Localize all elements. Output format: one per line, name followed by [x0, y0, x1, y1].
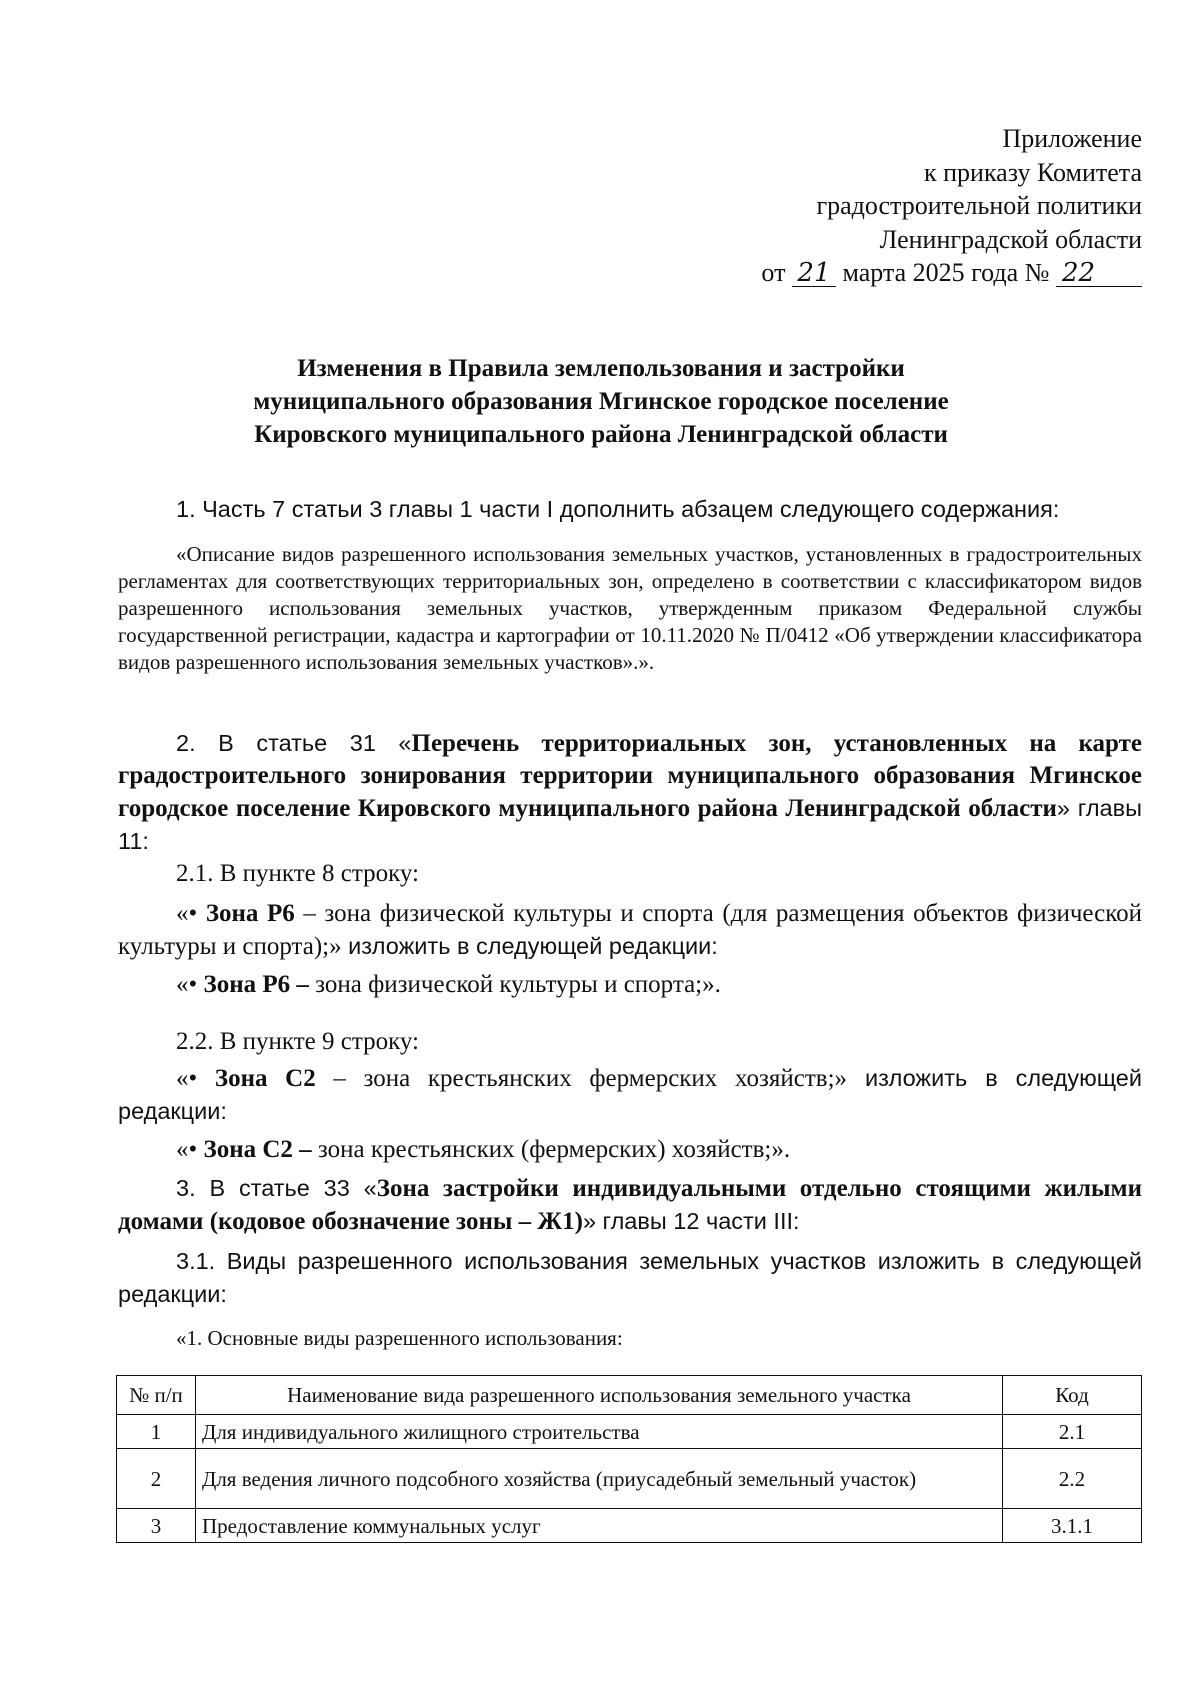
- subsection-2-2: [176, 1026, 419, 1058]
- paragraph-2-article-title: Перечень территориальных зон, установленных на карте градостроительного зонирования территории муниципального образования Мгинское городское поселение Кировского муниципального района Ленинградской области: [118, 730, 1142, 822]
- cell-code: 2.2: [1003, 1449, 1142, 1509]
- paragraph-3-article-title: Зона застройки индивидуальными отдельно стоящими жилыми домами (кодовое обозначение зоны – Ж1): [118, 1175, 1142, 1235]
- cell-name: Предоставление коммунальных услуг: [196, 1509, 1003, 1543]
- appendix-header: [761, 122, 1142, 290]
- item-2-2-new: [118, 1134, 1142, 1166]
- header-line-committee: градостроительной политики: [816, 191, 1142, 220]
- paragraph-1-text: 1. Часть 7 статьи 3 главы 1 части I дополнить абзацем следующего содержания:: [176, 496, 1060, 522]
- document-title: [60, 352, 1142, 451]
- subsection-2-1-text: 2.1. В пункте 8 строку:: [176, 860, 420, 887]
- zone-name: Зона Р6 –: [203, 971, 309, 998]
- paragraph-2: [118, 727, 1142, 858]
- paragraph-2-prefix: 2. В статье 31 «: [176, 730, 412, 756]
- subsection-3-1: [118, 1245, 1142, 1311]
- column-header-code: Код: [1003, 1376, 1142, 1415]
- zone-description: зона физической культуры и спорта;».: [308, 971, 721, 998]
- zone-description: – зона физической культуры и спорта (для размещения объектов физической культуры и спорта);»: [118, 900, 1142, 960]
- handwritten-order-number: 22: [1056, 260, 1142, 287]
- header-line-region: Ленинградской области: [879, 224, 1142, 254]
- zone-name: Зона Р6: [205, 900, 295, 927]
- item-2-1-new: [118, 969, 1142, 1001]
- land-use-table: [116, 1375, 1142, 1543]
- zone-name: Зона С2 –: [203, 1136, 312, 1163]
- handwritten-day: 21: [792, 260, 836, 287]
- cell-number: 2: [117, 1449, 196, 1509]
- zone-description: зона крестьянских (фермерских) хозяйств;».: [311, 1136, 791, 1163]
- subsection-3-1-text: 3.1. Виды разрешенного использования земельных участков изложить в следующей редакции:: [118, 1248, 1142, 1307]
- table-row: [117, 1415, 1142, 1449]
- list-intro: «1. Основные виды разрешенного использования:: [176, 1326, 623, 1350]
- paragraph-3-suffix: » главы 12 части III:: [582, 1208, 800, 1234]
- paragraph-1: [118, 493, 1142, 526]
- zone-description: – зона крестьянских фермерских хозяйств;»: [315, 1065, 848, 1092]
- item-instruction: изложить в следующей редакции:: [341, 933, 718, 959]
- paragraph-2-suffix: » главы 11:: [118, 795, 1142, 854]
- cell-code: 3.1.1: [1003, 1509, 1142, 1543]
- date-prefix: от: [761, 258, 786, 287]
- title-line-1: Изменения в Правила землепользования и застройки: [297, 355, 905, 382]
- column-header-number: № п/п: [117, 1376, 196, 1415]
- title-line-2: муниципального образования Мгинское городское поселение: [253, 388, 949, 415]
- date-middle: марта 2025 года №: [842, 258, 1050, 287]
- header-line-order: к приказу Комитета: [923, 157, 1142, 187]
- bullet-marker: «•: [176, 971, 204, 998]
- header-date-line: [761, 256, 1142, 290]
- column-header-name: Наименование вида разрешенного использования земельного участка: [196, 1376, 1003, 1415]
- cell-number: 3: [117, 1509, 196, 1543]
- item-2-2-old: [118, 1062, 1142, 1128]
- item-instruction: изложить в следующей редакции:: [118, 1065, 1142, 1124]
- cell-name: Для индивидуального жилищного строительства: [196, 1415, 1003, 1449]
- subsection-2-2-text: 2.2. В пункте 9 строку:: [176, 1028, 420, 1055]
- cell-name: Для ведения личного подсобного хозяйства (приусадебный земельный участок): [196, 1449, 1003, 1509]
- zone-name: Зона С2: [214, 1065, 316, 1092]
- quote-classifier: «Описание видов разрешенного использования земельных участков, установленных в градостроительных регламентах для соответствующих территориальных зон, определено в соответствии с классификатором видов разрешенного использования земельных участков, утвержденным приказом Федеральной службы государственной регистрации, кадастра и картографии от 10.11.2020 № П/0412 «Об утверждении классификатора видов разрешенного использования земельных участков».».: [118, 542, 1142, 674]
- cell-number: 1: [117, 1415, 196, 1449]
- bullet-marker: «•: [176, 1136, 204, 1163]
- item-2-1-old: [118, 898, 1142, 963]
- table-header-row: [117, 1376, 1142, 1415]
- title-line-3: Кировского муниципального района Ленинградской области: [254, 421, 948, 448]
- bullet-marker: «•: [176, 1065, 215, 1092]
- subsection-2-1: [176, 858, 419, 890]
- bullet-marker: «•: [176, 900, 206, 927]
- cell-code: 2.1: [1003, 1415, 1142, 1449]
- table-row: [117, 1509, 1142, 1543]
- table-row: [117, 1449, 1142, 1509]
- header-line-appendix: Приложение: [1002, 124, 1142, 153]
- paragraph-3-prefix: 3. В статье 33 «: [176, 1175, 377, 1201]
- paragraph-3: [118, 1172, 1142, 1238]
